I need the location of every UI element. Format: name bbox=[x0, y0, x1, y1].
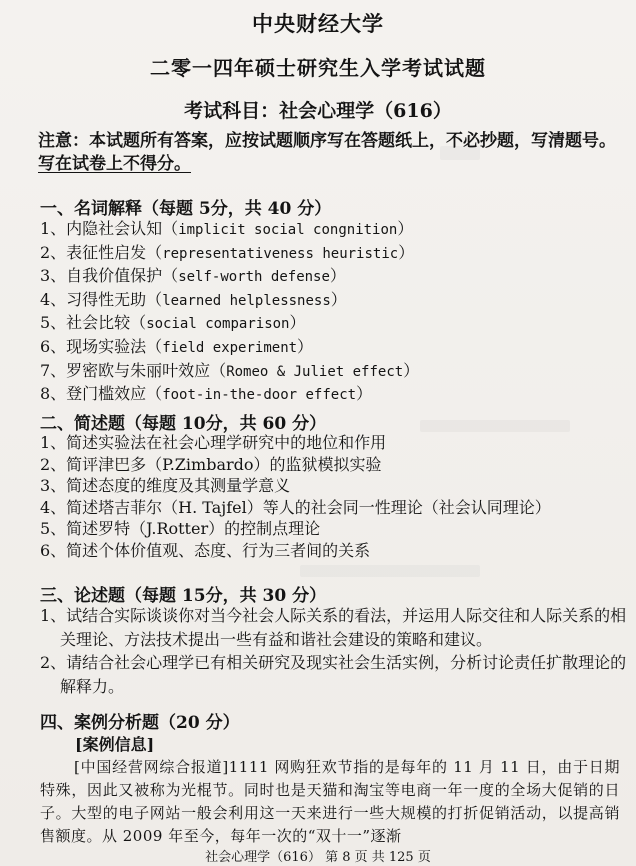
list-item: 6、现场实验法（field experiment） bbox=[40, 336, 314, 356]
list-item: 1、试结合实际谈谈你对当今社会人际关系的看法，并运用人际交往和人际关系的相关理论、方法技术提出一些有益和谐社会建设的策略和建议。 bbox=[40, 606, 627, 649]
list-item: 3、自我价值保护（self-worth defense） bbox=[40, 266, 346, 286]
list-item: 1、简述实验法在社会心理学研究中的地位和作用 bbox=[40, 433, 387, 452]
exam-notice bbox=[38, 130, 626, 176]
list-item: 1、内隐社会认知（implicit social congnition） bbox=[40, 219, 414, 238]
case-label: [案例信息] bbox=[75, 735, 155, 754]
bleed-through-mark bbox=[300, 565, 480, 577]
notice-line-1: 注意：本试题所有答案，应按试题顺序写在答题纸上，不必抄题，写清题号。 bbox=[38, 131, 616, 151]
list-item: 4、习得性无助（learned helplessness） bbox=[40, 289, 347, 309]
case-text: [中国经营网综合报道]1111 网购狂欢节指的是每年的 11 月 11 日，由于日期特殊，因此又被称为光棍节。同时也是天猫和淘宝等电商一年一度的全场大促销的日子。大型的电子网站一般会利用这一天来进行一些大规模的打折促销活动，以提高销售额度。从 2009 年至今，每年一次的“双十一”逐渐 bbox=[40, 758, 620, 845]
list-item: 7、罗密欧与朱丽叶效应（Romeo & Juliet effect） bbox=[40, 360, 420, 380]
section-3-list bbox=[40, 604, 635, 698]
school-name: 中央财经大学 bbox=[252, 11, 384, 36]
notice-line-2: 写在试卷上不得分。 bbox=[38, 154, 191, 174]
list-item: 2、请结合社会心理学已有相关研究及现实社会生活实例，分析讨论责任扩散理论的解释力。 bbox=[40, 653, 627, 696]
section-2-heading: 二、简述题（每题 10分，共 60 分） bbox=[40, 414, 327, 434]
list-item: 4、简述塔吉菲尔（H. Tajfel）等人的社会同一性理论（社会认同理论） bbox=[40, 497, 551, 517]
section-3-heading: 三、论述题（每题 15分，共 30 分） bbox=[40, 586, 327, 606]
section-2-list bbox=[40, 432, 551, 562]
list-item: 8、登门槛效应（foot-in-the-door effect） bbox=[40, 384, 373, 404]
section-1-heading: 一、名词解释（每题 5分，共 40 分） bbox=[40, 199, 332, 219]
section-4-heading: 四、案例分析题（20 分） bbox=[40, 713, 240, 733]
list-item: 3、简述态度的维度及其测量学意义 bbox=[40, 476, 291, 496]
list-item: 6、简述个体价值观、态度、行为三者间的关系 bbox=[40, 540, 371, 560]
list-item: 5、社会比较（social comparison） bbox=[40, 313, 306, 333]
page-footer: 社会心理学（616） 第 8 页 共 125 页 bbox=[205, 850, 431, 865]
list-item: 2、简评津巴多（P.Zimbardo）的监狱模拟实验 bbox=[40, 454, 382, 474]
bleed-through-mark bbox=[420, 420, 570, 432]
section-1-list bbox=[40, 218, 419, 407]
exam-title: 二零一四年硕士研究生入学考试试题 bbox=[150, 56, 486, 80]
list-item: 2、表征性启发（representativeness heuristic） bbox=[40, 242, 415, 262]
exam-subject: 考试科目：社会心理学（616） bbox=[184, 100, 452, 122]
list-item: 5、简述罗特（J.Rotter）的控制点理论 bbox=[40, 519, 321, 539]
